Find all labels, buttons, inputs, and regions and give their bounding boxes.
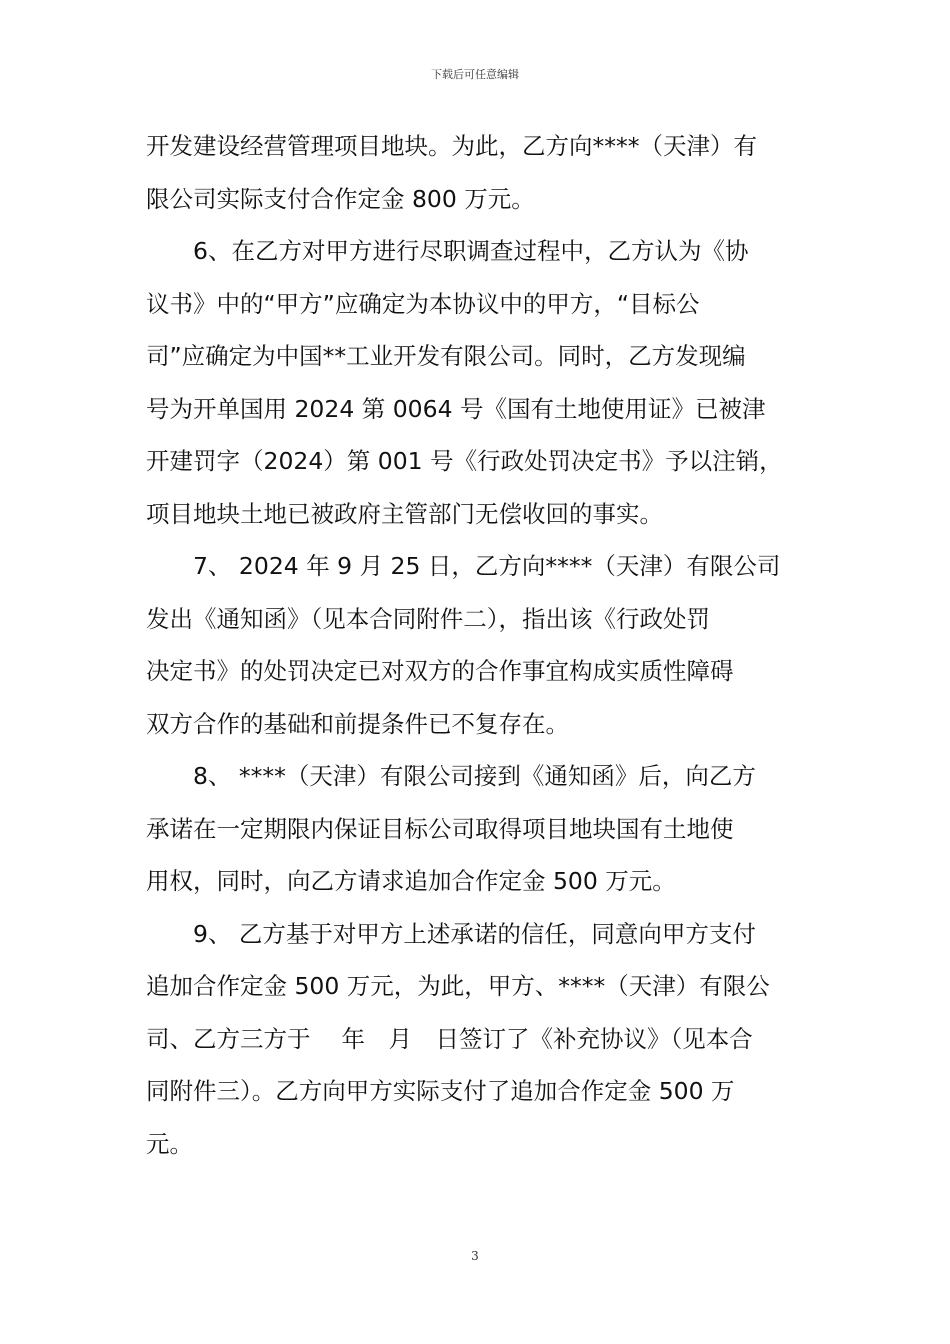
text-line: 同附件三）。乙方向甲方实际支付了追加合作定金 500 万 bbox=[146, 1077, 735, 1105]
text-line: 开发建设经营管理项目地块。为此，乙方向****（天津）有 bbox=[146, 132, 757, 160]
page-header-note: 下载后可任意编辑 bbox=[431, 68, 519, 81]
text-line: 用权，同时，向乙方请求追加合作定金 500 万元。 bbox=[146, 867, 676, 895]
text-line: 司、乙方三方于 年 月 日签订了《补充协议》（见本合 bbox=[146, 1024, 753, 1053]
text-line: 追加合作定金 500 万元，为此，甲方、****（天津）有限公 bbox=[146, 972, 770, 1000]
text-line: 元。 bbox=[146, 1129, 193, 1158]
text-line: 号为开单国用 2024 第 0064 号《国有土地使用证》已被津 bbox=[146, 394, 766, 423]
text-line: 发出《通知函》（见本合同附件二），指出该《行政处罚 bbox=[146, 604, 710, 633]
page-number: 3 bbox=[471, 1249, 479, 1263]
paragraph-9-start: 9、 乙方基于对甲方上述承诺的信任，同意向甲方支付 bbox=[193, 919, 756, 948]
paragraph-6-start: 6、在乙方对甲方进行尽职调查过程中，乙方认为《协 bbox=[193, 237, 749, 265]
text-line: 限公司实际支付合作定金 800 万元。 bbox=[146, 184, 535, 213]
text-line: 开建罚字（2024）第 001 号《行政处罚决定书》予以注销， bbox=[146, 447, 783, 475]
paragraph-7-start: 7、 2024 年 9 月 25 日，乙方向****（天津）有限公司 bbox=[193, 552, 781, 580]
document-body bbox=[146, 124, 810, 1174]
text-line: 议书》中的“甲方”应确定为本协议中的甲方，“目标公 bbox=[146, 289, 700, 318]
text-line: 双方合作的基础和前提条件已不复存在。 bbox=[146, 709, 569, 738]
text-line: 决定书》的处罚决定已对双方的合作事宜构成实质性障碍 bbox=[146, 657, 734, 685]
paragraph-8-start: 8、 ****（天津）有限公司接到《通知函》后，向乙方 bbox=[193, 762, 756, 790]
text-line: 承诺在一定期限内保证目标公司取得项目地块国有土地使 bbox=[146, 814, 734, 843]
text-line: 司”应确定为中国**工业开发有限公司。同时，乙方发现编 bbox=[146, 342, 746, 370]
text-line: 项目地块土地已被政府主管部门无偿收回的事实。 bbox=[146, 499, 663, 528]
